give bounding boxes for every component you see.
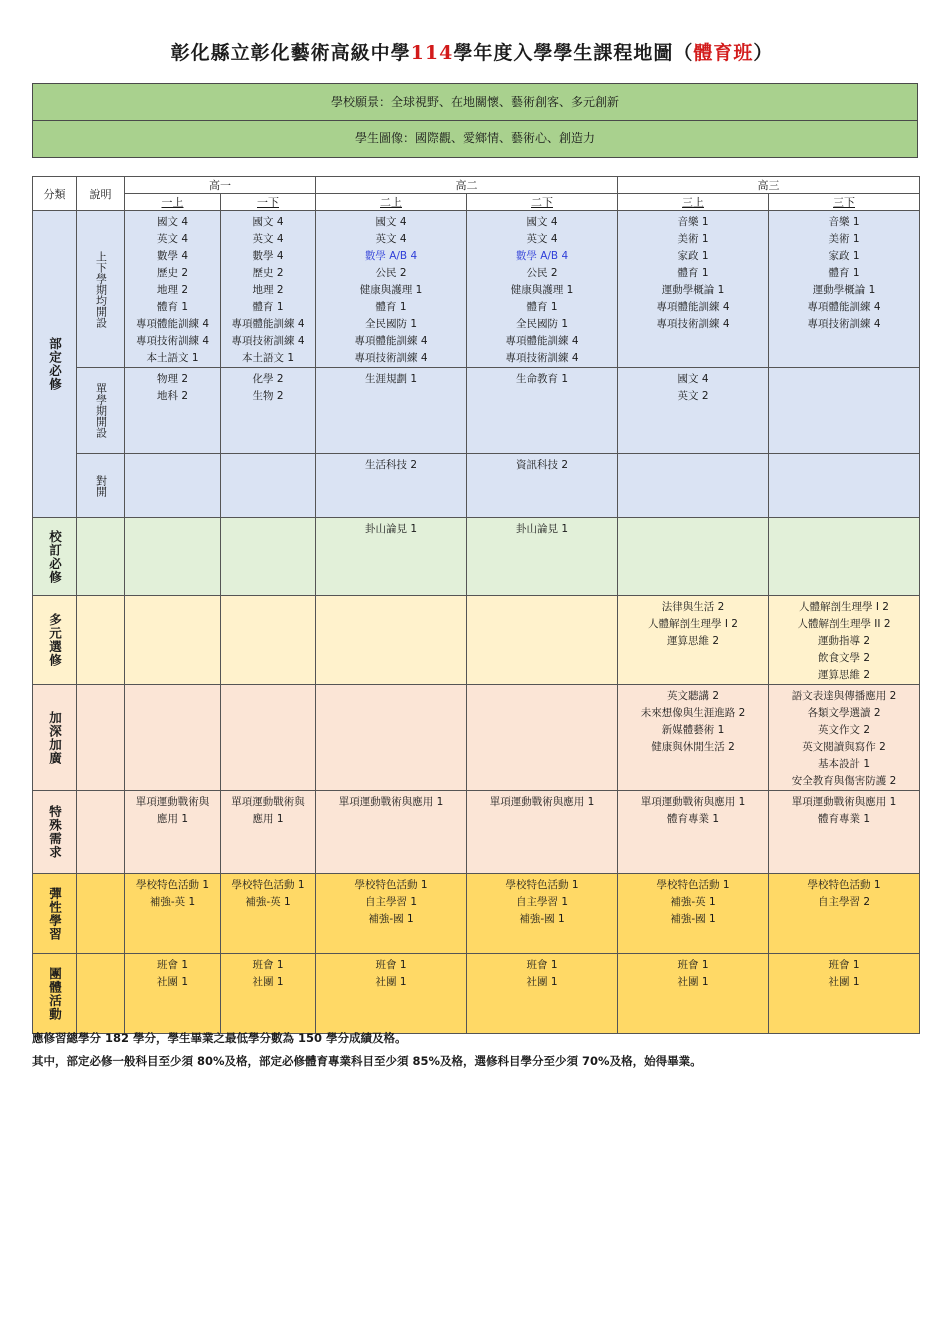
course-item: 補強-國 1 <box>519 913 565 925</box>
course-item: 人體解剖生理學 I 2 <box>648 618 738 630</box>
course-item: 全民國防 1 <box>515 318 569 330</box>
course-cell-both <box>467 211 618 368</box>
course-item: 社團 1 <box>156 976 189 988</box>
course-item: 學校特色活動 1 <box>231 879 305 891</box>
course-cell-elective <box>618 596 769 685</box>
course-item: 未來想像與生涯進路 2 <box>640 707 746 719</box>
course-cell-advanced <box>769 685 920 791</box>
course-item: 體育 1 <box>375 301 407 313</box>
page-title <box>0 38 944 65</box>
header-semester: 一下 <box>221 194 316 211</box>
course-item: 數學 4 <box>252 250 284 262</box>
course-cell-pair <box>618 454 769 518</box>
course-item: 英文閱讀與寫作 2 <box>802 741 886 753</box>
course-cell-flex <box>467 874 618 954</box>
course-item: 體育 1 <box>156 301 189 313</box>
course-item: 體育專業 1 <box>817 813 871 825</box>
course-cell-special <box>221 791 316 874</box>
course-cell-group <box>221 954 316 1034</box>
course-item: 公民 2 <box>375 267 407 279</box>
course-item: 地理 2 <box>156 284 189 296</box>
course-item: 專項技術訓練 4 <box>656 318 730 330</box>
course-item: 體育專業 1 <box>666 813 720 825</box>
course-item: 家政 1 <box>677 250 709 262</box>
header-grade-3: 高三 <box>618 177 920 194</box>
course-cell-flex <box>769 874 920 954</box>
course-cell-special <box>316 791 467 874</box>
course-cell-advanced <box>467 685 618 791</box>
course-item: 專項技術訓練 4 <box>505 352 579 364</box>
course-item: 班會 1 <box>252 959 284 971</box>
title-middle: 學年度入學學生課程地圖（ <box>453 42 694 64</box>
course-item: 班會 1 <box>828 959 860 971</box>
course-item: 生命教育 1 <box>515 373 569 385</box>
course-cell-pair <box>221 454 316 518</box>
course-item: 運動指導 2 <box>817 635 871 647</box>
course-item: 法律與生活 2 <box>661 601 725 613</box>
category-advanced: 加深加廣 <box>33 685 77 791</box>
course-item: 單項運動戰術與應用 1 <box>338 796 444 808</box>
course-item: 物理 2 <box>156 373 189 385</box>
course-cell-school <box>221 518 316 596</box>
course-item: 英文聽講 2 <box>666 690 720 702</box>
course-item: 學校特色活動 1 <box>135 879 210 891</box>
course-item: 專項體能訓練 4 <box>354 335 428 347</box>
course-item: 美術 1 <box>828 233 860 245</box>
course-item: 運算思維 2 <box>817 669 871 681</box>
course-item: 人體解剖生理學 II 2 <box>797 618 891 630</box>
course-item: 專項體能訓練 4 <box>656 301 730 313</box>
footer-credits-note: 應修習總學分 182 學分，學生畢業之最低學分數為 150 學分成績及格。 <box>32 1031 407 1045</box>
course-cell-single <box>221 368 316 454</box>
course-cell-special <box>618 791 769 874</box>
course-cell-school <box>618 518 769 596</box>
course-item: 補強-英 1 <box>670 896 716 908</box>
course-item: 單項運動戰術與 <box>135 796 210 808</box>
course-item: 音樂 1 <box>828 216 860 228</box>
course-item: 學校特色活動 1 <box>354 879 428 891</box>
header-semester: 二下 <box>467 194 618 211</box>
course-item: 專項技術訓練 4 <box>135 335 210 347</box>
course-item: 體育 1 <box>526 301 558 313</box>
course-item: 英文 2 <box>677 390 709 402</box>
course-item: 專項技術訓練 4 <box>807 318 881 330</box>
course-cell-school <box>316 518 467 596</box>
course-cell-single <box>769 368 920 454</box>
course-cell-group <box>618 954 769 1034</box>
course-item: 生活科技 2 <box>364 459 418 471</box>
course-item: 生物 2 <box>252 390 284 402</box>
student-portrait-banner: 學生圖像：國際觀、愛鄉情、藝術心、創造力 <box>32 121 918 158</box>
course-item: 補強-英 1 <box>245 896 291 908</box>
course-cell-special <box>125 791 221 874</box>
course-item: 地科 2 <box>156 390 189 402</box>
course-item: 語文表達與傳播應用 2 <box>791 690 897 702</box>
course-cell-both <box>618 211 769 368</box>
course-cell-school <box>467 518 618 596</box>
course-item: 單項運動戰術與應用 1 <box>489 796 595 808</box>
course-item: 安全教育與傷害防護 2 <box>791 775 897 787</box>
category-group-activities: 團體活動 <box>33 954 77 1034</box>
course-item: 數學 4 <box>156 250 189 262</box>
course-cell-elective <box>125 596 221 685</box>
course-cell-single <box>125 368 221 454</box>
course-item: 健康與休閒生活 2 <box>651 741 735 753</box>
title-school: 彰化縣立彰化藝術高級中學 <box>170 42 411 64</box>
course-item: 飲食文學 2 <box>817 652 871 664</box>
course-cell-single <box>467 368 618 454</box>
course-item: 社團 1 <box>252 976 284 988</box>
curriculum-map-table <box>32 176 920 1034</box>
course-item: 國文 4 <box>375 216 407 228</box>
course-item: 本土語文 1 <box>241 352 295 364</box>
course-cell-flex <box>221 874 316 954</box>
course-item: 自主學習 1 <box>364 896 418 908</box>
course-item: 新媒體藝術 1 <box>661 724 725 736</box>
course-cell-pair <box>125 454 221 518</box>
course-item: 社團 1 <box>677 976 709 988</box>
course-item: 家政 1 <box>828 250 860 262</box>
header-grade-2: 高二 <box>316 177 618 194</box>
category-flexible-learning: 彈性學習 <box>33 874 77 954</box>
course-item: 健康與護理 1 <box>359 284 423 296</box>
course-item: 單項運動戰術與應用 1 <box>640 796 746 808</box>
course-cell-advanced <box>316 685 467 791</box>
course-item: 單項運動戰術與應用 1 <box>791 796 897 808</box>
course-cell-group <box>316 954 467 1034</box>
course-cell-both <box>769 211 920 368</box>
course-item: 自主學習 1 <box>515 896 569 908</box>
course-item: 國文 4 <box>156 216 189 228</box>
school-vision-banner: 學校願景：全球視野、在地關懷、藝術創客、多元創新 <box>32 83 918 121</box>
course-item: 自主學習 2 <box>817 896 871 908</box>
course-cell-special <box>769 791 920 874</box>
course-item: 應用 1 <box>156 813 189 825</box>
sub-both-semesters: 上下學期均開設 <box>77 211 125 368</box>
course-item: 化學 2 <box>252 373 284 385</box>
header-semester: 一上 <box>125 194 221 211</box>
course-item: 人體解剖生理學 I 2 <box>799 601 889 613</box>
course-item: 班會 1 <box>375 959 407 971</box>
course-item: 運動學概論 1 <box>812 284 876 296</box>
category-special-needs: 特殊需求 <box>33 791 77 874</box>
course-item: 運動學概論 1 <box>661 284 725 296</box>
course-cell-elective <box>316 596 467 685</box>
course-item: 公民 2 <box>526 267 558 279</box>
course-item: 生涯規劃 1 <box>364 373 418 385</box>
course-item: 本土語文 1 <box>146 352 199 364</box>
sub-paired: 對開 <box>77 454 125 518</box>
header-semester: 三下 <box>769 194 920 211</box>
sub-single-semester: 單學期開設 <box>77 368 125 454</box>
footer-pass-rules: 其中，部定必修一般科目至少須 80%及格，部定必修體育專業科目至少須 85%及格，選修科目學分至少須 70%及格，始得畢業。 <box>32 1054 702 1068</box>
course-cell-flex <box>618 874 769 954</box>
course-item: 社團 1 <box>828 976 860 988</box>
course-cell-both <box>221 211 316 368</box>
course-cell-pair <box>467 454 618 518</box>
course-item: 專項體能訓練 4 <box>505 335 579 347</box>
category-required: 部定必修 <box>33 211 77 518</box>
title-year: 114 <box>410 42 454 64</box>
category-school-required: 校訂必修 <box>33 518 77 596</box>
course-cell-flex <box>125 874 221 954</box>
header-semester: 二上 <box>316 194 467 211</box>
course-item: 卦山論見 1 <box>515 523 569 535</box>
course-item: 資訊科技 2 <box>515 459 569 471</box>
course-cell-group <box>467 954 618 1034</box>
course-item: 數學 A/B 4 <box>364 250 418 262</box>
course-item: 基本設計 1 <box>817 758 871 770</box>
course-item: 專項技術訓練 4 <box>231 335 305 347</box>
course-item: 單項運動戰術與 <box>231 796 305 808</box>
title-suffix: ） <box>753 42 774 64</box>
course-item: 各類文學選讀 2 <box>807 707 881 719</box>
course-item: 班會 1 <box>677 959 709 971</box>
category-elective: 多元選修 <box>33 596 77 685</box>
course-item: 班會 1 <box>156 959 189 971</box>
course-cell-school <box>125 518 221 596</box>
course-item: 運算思維 2 <box>666 635 720 647</box>
course-item: 應用 1 <box>252 813 284 825</box>
course-item: 學校特色活動 1 <box>656 879 730 891</box>
course-cell-flex <box>316 874 467 954</box>
course-cell-special <box>467 791 618 874</box>
course-item: 英文 4 <box>375 233 407 245</box>
course-item: 班會 1 <box>526 959 558 971</box>
course-cell-elective <box>221 596 316 685</box>
course-cell-single <box>316 368 467 454</box>
course-cell-elective <box>769 596 920 685</box>
course-item: 國文 4 <box>677 373 709 385</box>
course-item: 學校特色活動 1 <box>807 879 881 891</box>
course-item: 社團 1 <box>375 976 407 988</box>
course-item: 專項體能訓練 4 <box>135 318 210 330</box>
title-class: 體育班 <box>693 42 754 64</box>
course-item: 補強-國 1 <box>670 913 716 925</box>
course-item: 專項體能訓練 4 <box>807 301 881 313</box>
course-item: 英文作文 2 <box>817 724 871 736</box>
course-item: 英文 4 <box>526 233 558 245</box>
course-item: 歷史 2 <box>156 267 189 279</box>
course-item: 補強-英 1 <box>149 896 196 908</box>
course-item: 國文 4 <box>526 216 558 228</box>
course-item: 英文 4 <box>252 233 284 245</box>
course-item: 全民國防 1 <box>364 318 418 330</box>
course-cell-pair <box>769 454 920 518</box>
header-desc: 說明 <box>77 177 125 211</box>
course-item: 專項技術訓練 4 <box>354 352 428 364</box>
course-item: 健康與護理 1 <box>510 284 574 296</box>
course-item: 美術 1 <box>677 233 709 245</box>
course-item: 專項體能訓練 4 <box>231 318 305 330</box>
course-cell-advanced <box>221 685 316 791</box>
course-item: 體育 1 <box>677 267 709 279</box>
course-item: 體育 1 <box>828 267 860 279</box>
course-item: 補強-國 1 <box>368 913 414 925</box>
course-item: 歷史 2 <box>252 267 284 279</box>
course-item: 體育 1 <box>252 301 284 313</box>
course-item: 國文 4 <box>252 216 284 228</box>
course-item: 數學 A/B 4 <box>515 250 569 262</box>
course-cell-advanced <box>125 685 221 791</box>
course-cell-both <box>125 211 221 368</box>
course-item: 社團 1 <box>526 976 558 988</box>
course-item: 學校特色活動 1 <box>505 879 579 891</box>
course-cell-single <box>618 368 769 454</box>
course-cell-group <box>769 954 920 1034</box>
course-cell-school <box>769 518 920 596</box>
course-item: 卦山論見 1 <box>364 523 418 535</box>
course-cell-elective <box>467 596 618 685</box>
header-semester: 三上 <box>618 194 769 211</box>
course-item: 音樂 1 <box>677 216 709 228</box>
course-cell-group <box>125 954 221 1034</box>
header-grade-1: 高一 <box>125 177 316 194</box>
course-item: 英文 4 <box>156 233 189 245</box>
course-item: 地理 2 <box>252 284 284 296</box>
course-cell-both <box>316 211 467 368</box>
course-cell-advanced <box>618 685 769 791</box>
header-category: 分類 <box>33 177 77 211</box>
course-cell-pair <box>316 454 467 518</box>
